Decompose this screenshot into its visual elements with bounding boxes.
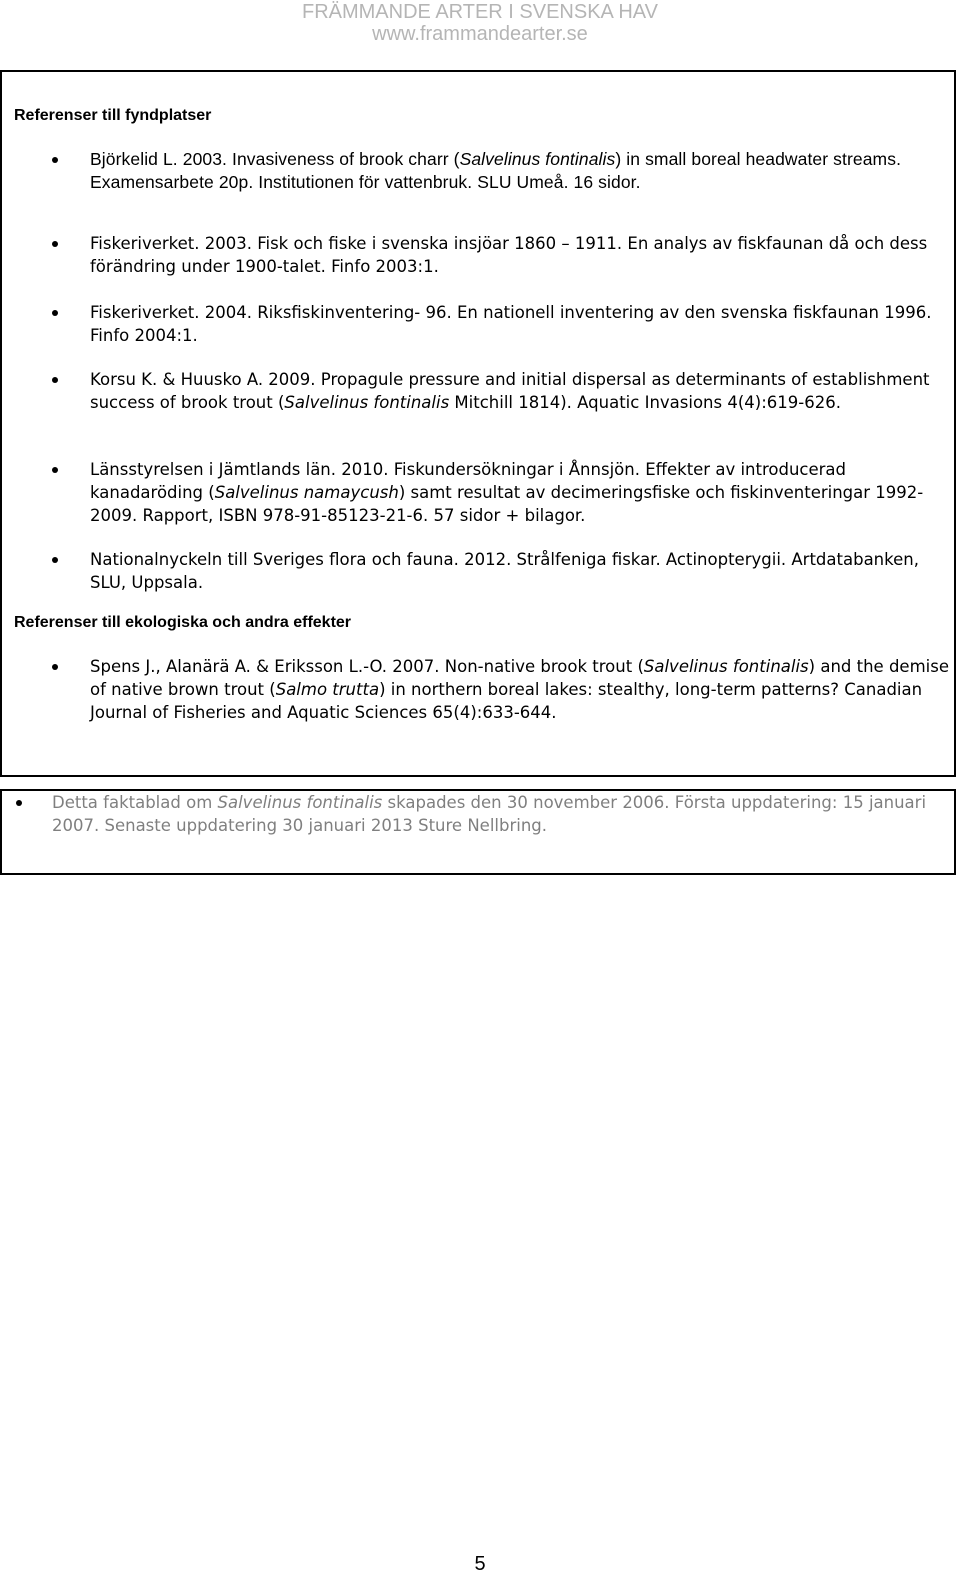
references-box — [0, 70, 956, 777]
bullet-icon — [52, 557, 58, 563]
bullet-icon — [52, 664, 58, 670]
bullet-icon — [52, 310, 58, 316]
header-url: www.frammandearter.se — [372, 23, 588, 45]
heading-ekologiska: Referenser till ekologiska och andra effekter — [14, 614, 352, 631]
update-note-text: Detta faktablad om Salvelinus fontinalis skapades den 30 november 2006. Första uppdatering: 15 januari 2007. Senaste uppdatering 30 januari 2013 Sture Nellbring. — [52, 793, 927, 835]
update-note-box — [0, 789, 956, 875]
reference-text: Fiskeriverket. 2004. Riksfiskinventering- 96. En nationell inventering av den svenska fiskfaunan 1996. Finfo 2004:1. — [90, 303, 932, 345]
reference-text: Länsstyrelsen i Jämtlands län. 2010. Fiskundersökningar i Ånnsjön. Effekter av introducerad kanadaröding (Salvelinus namaycush) samt resultat av decimeringsfiske och fiskinventeringar 1992-2009. Rapport, ISBN 978-91-85123-21-6. 57 sidor + bilagor. — [90, 460, 924, 525]
reference-text: Spens J., Alanärä A. & Eriksson L.-O. 2007. Non-native brook trout (Salvelinus fontinalis) and the demise of native brown trout (Salmo trutta) in northern boreal lakes: stealthy, long-term patterns? Canadian Journal of Fisheries and Aquatic Sciences 65(4):633-644. — [90, 657, 949, 722]
bullet-icon — [52, 467, 58, 473]
bullet-icon — [16, 800, 22, 806]
reference-text: Björkelid L. 2003. Invasiveness of brook charr (Salvelinus fontinalis) in small boreal headwater streams. Examensarbete 20p. Institutionen för vattenbruk. SLU Umeå. 16 sidor. — [90, 149, 902, 192]
bullet-icon — [52, 377, 58, 383]
heading-fyndplatser: Referenser till fyndplatser — [14, 107, 212, 124]
bullet-icon — [52, 241, 58, 247]
page-number: 5 — [474, 1553, 486, 1575]
reference-text: Korsu K. & Huusko A. 2009. Propagule pressure and initial dispersal as determinants of establishment success of brook trout (Salvelinus fontinalis Mitchill 1814). Aquatic Invasions 4(4):619-626. — [90, 370, 930, 412]
reference-text: Nationalnyckeln till Sveriges flora och fauna. 2012. Strålfeniga fiskar. Actinopterygii. Artdatabanken, SLU, Uppsala. — [90, 550, 919, 592]
bullet-icon — [52, 157, 58, 163]
header-title: FRÄMMANDE ARTER I SVENSKA HAV — [301, 1, 658, 23]
reference-text: Fiskeriverket. 2003. Fisk och fiske i svenska insjöar 1860 – 1911. En analys av fiskfaunan då och dess förändring under 1900-talet. Finfo 2003:1. — [90, 234, 928, 276]
